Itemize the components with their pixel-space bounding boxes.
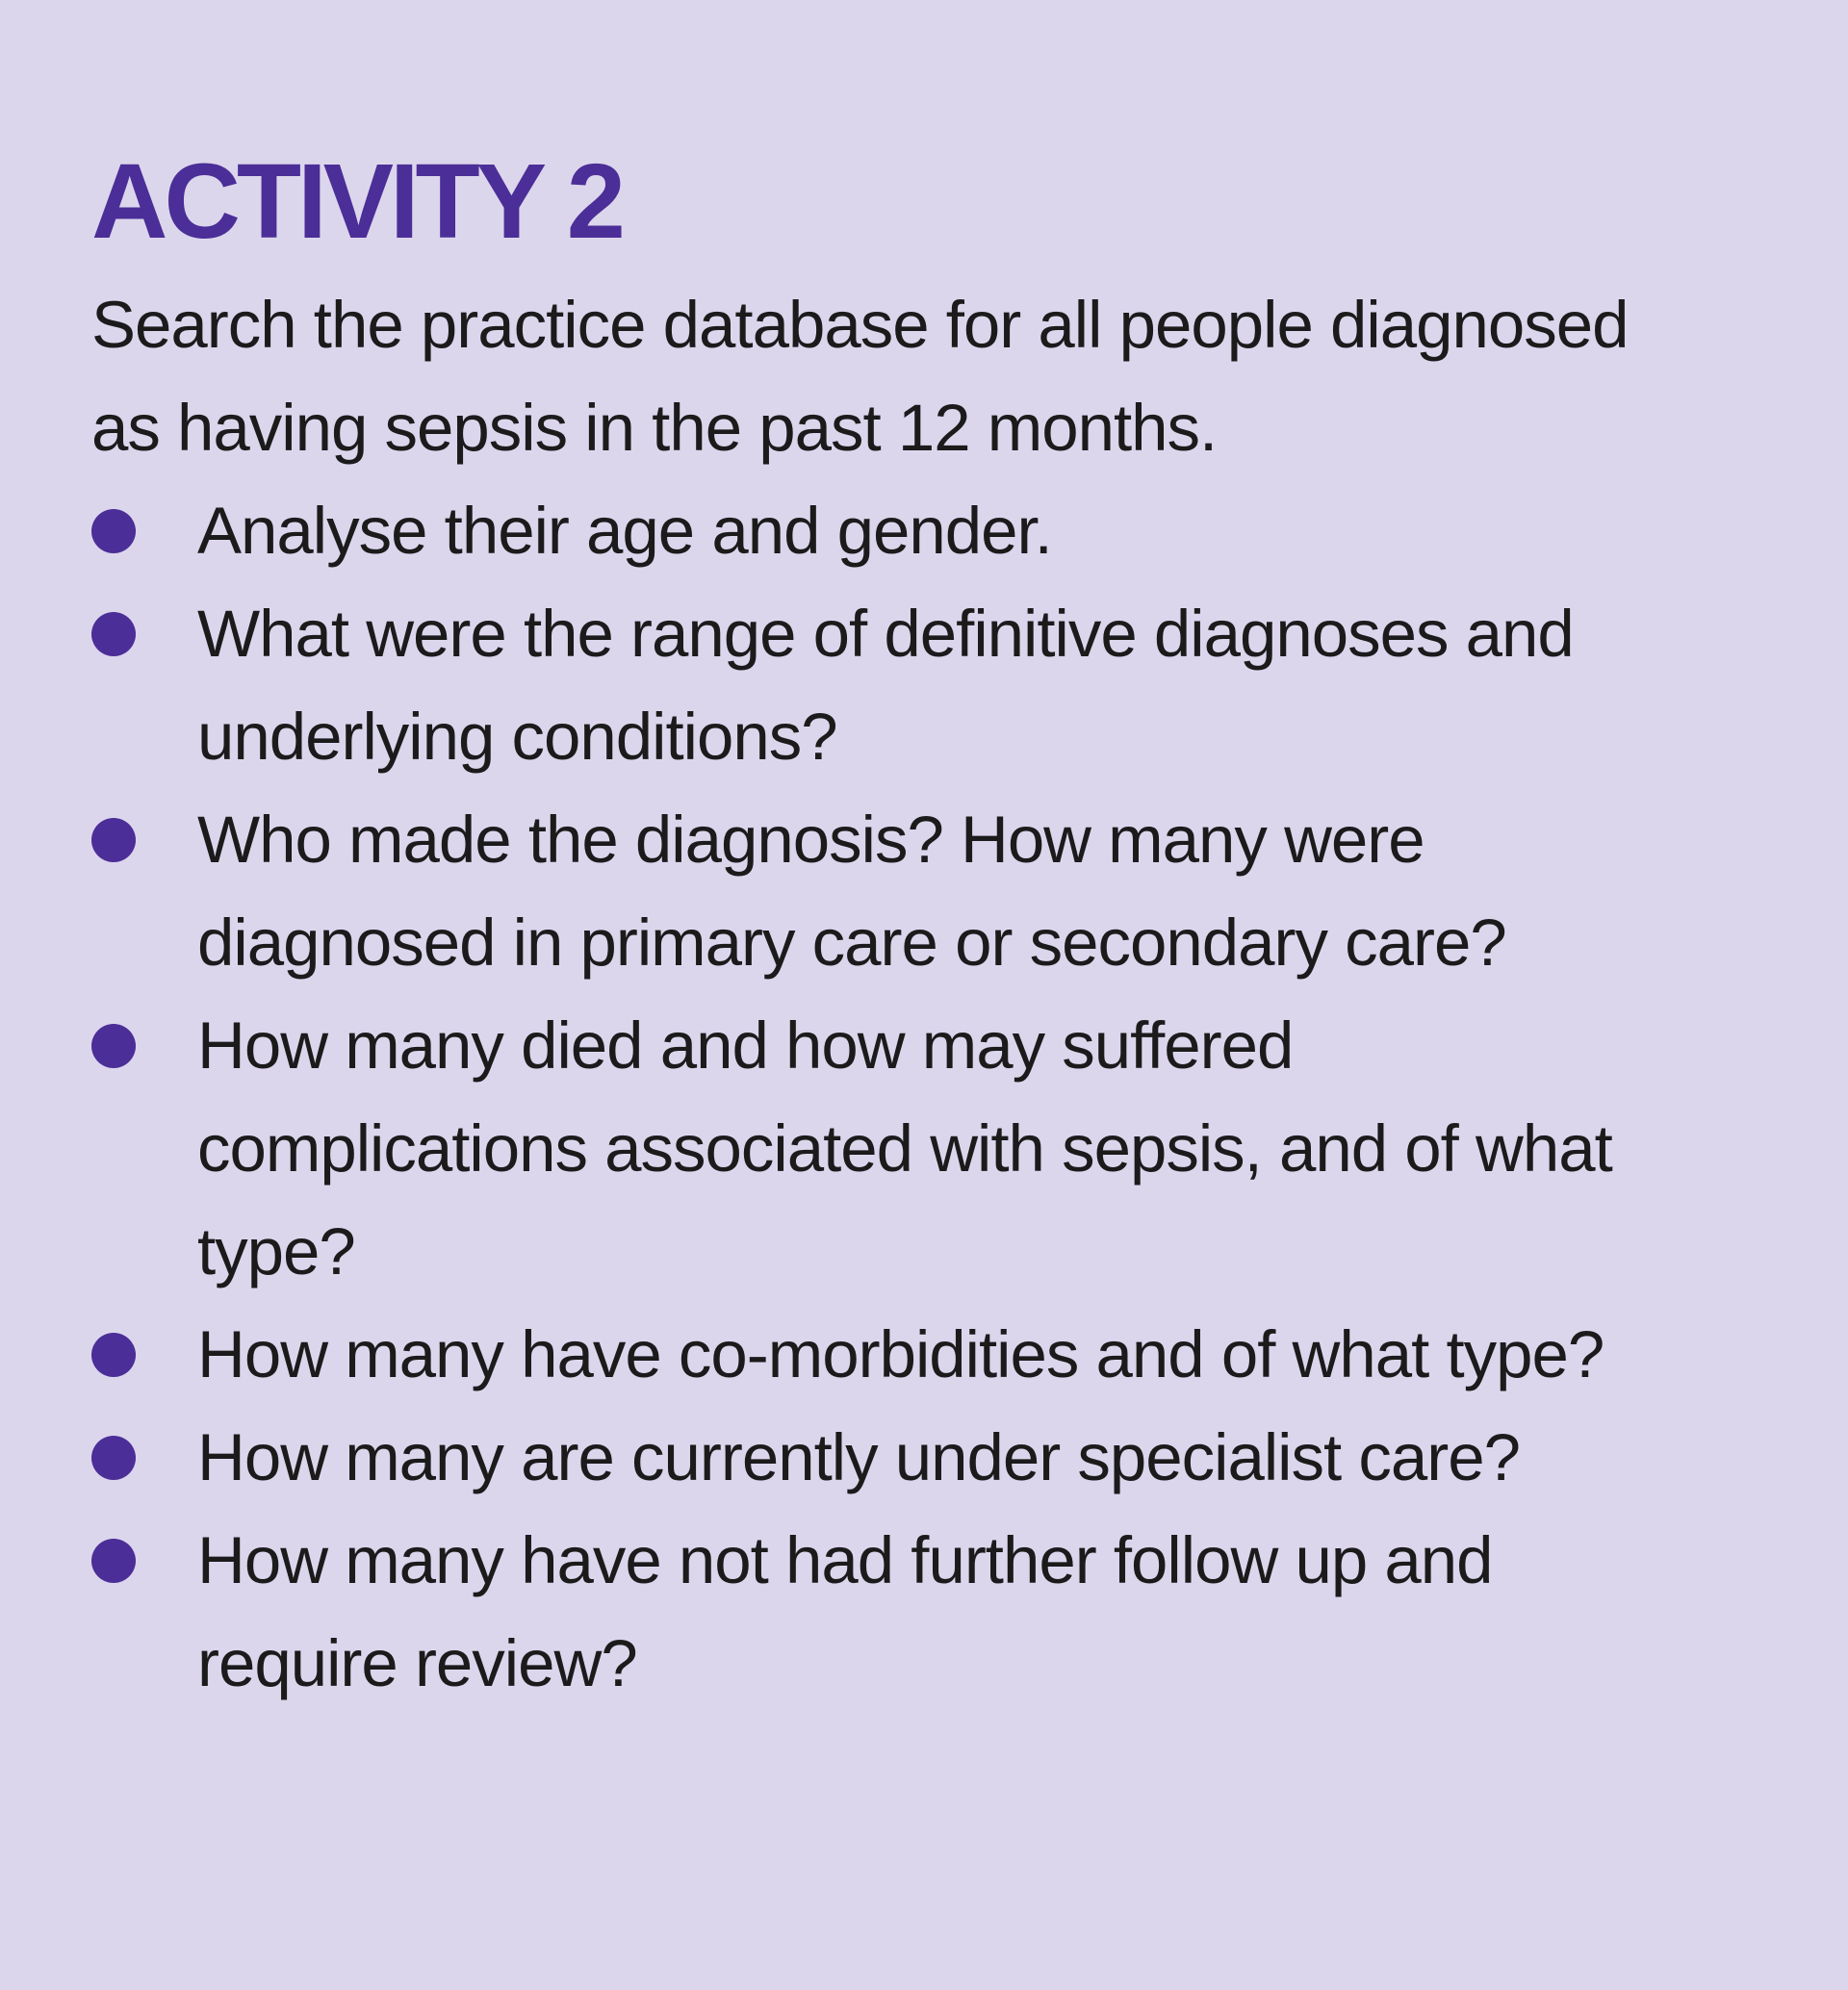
list-item	[91, 1303, 1771, 1406]
list-item-line: How many have not had further follow up and	[197, 1523, 1493, 1597]
bullet-dot-icon	[91, 1024, 136, 1068]
list-item	[91, 582, 1771, 788]
bullet-dot-icon	[91, 1539, 136, 1583]
activity-question-list	[91, 479, 1771, 1715]
list-item	[91, 788, 1771, 994]
list-item-line: How many are currently under specialist care?	[197, 1420, 1520, 1494]
list-item	[91, 479, 1771, 582]
list-item-line: How many have co-morbidities and of what type?	[197, 1317, 1604, 1391]
list-item-line: type?	[197, 1214, 355, 1288]
activity-intro	[91, 273, 1771, 479]
bullet-dot-icon	[91, 612, 136, 656]
list-item-line: What were the range of definitive diagnoses and	[197, 597, 1574, 671]
list-item-line: Who made the diagnosis? How many were	[197, 803, 1424, 877]
list-item	[91, 1509, 1771, 1715]
intro-line: Search the practice database for all people diagnosed	[91, 288, 1629, 362]
activity-title: ACTIVITY 2	[91, 142, 622, 261]
bullet-dot-icon	[91, 1333, 136, 1377]
intro-line: as having sepsis in the past 12 months.	[91, 391, 1218, 465]
bullet-dot-icon	[91, 509, 136, 553]
bullet-dot-icon	[91, 818, 136, 862]
list-item-line: Analyse their age and gender.	[197, 494, 1052, 568]
list-item	[91, 994, 1771, 1303]
list-item-line: complications associated with sepsis, and of what	[197, 1111, 1612, 1186]
list-item-line: underlying conditions?	[197, 700, 837, 774]
list-item-line: diagnosed in primary care or secondary care?	[197, 906, 1506, 980]
list-item-line: How many died and how may suffered	[197, 1008, 1294, 1083]
bullet-dot-icon	[91, 1436, 136, 1480]
list-item-line: require review?	[197, 1626, 637, 1700]
list-item	[91, 1406, 1771, 1509]
